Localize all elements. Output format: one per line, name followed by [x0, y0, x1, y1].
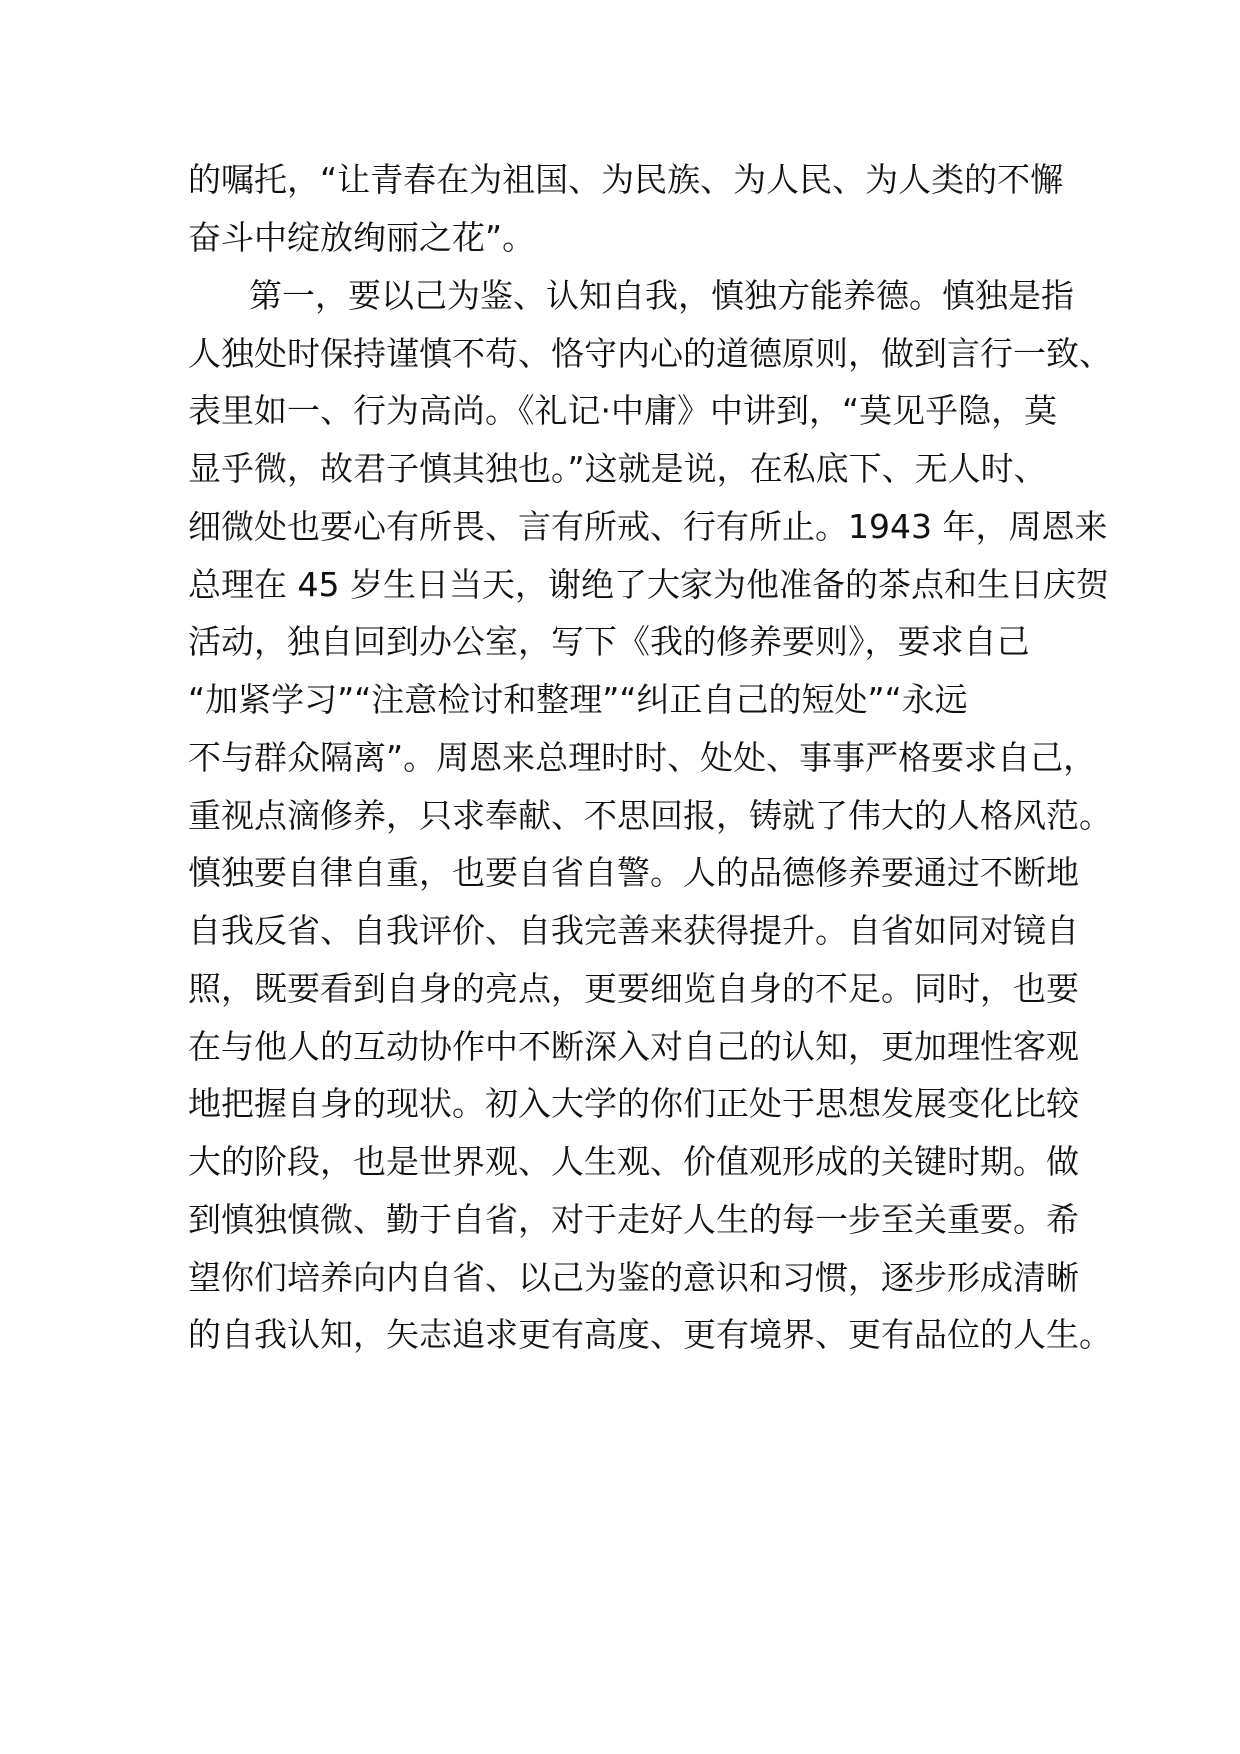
text-line: 总理在 45 岁生日当天，谢绝了大家为他准备的茶点和生日庆贺 — [188, 565, 1109, 604]
text-line: 地把握自身的现状。初入大学的你们正处于思想发展变化比较 — [188, 1084, 1079, 1123]
text-line: 显乎微，故君子慎其独也。”这就是说，在私底下、无人时、 — [188, 449, 1047, 488]
paragraph-first-line: 第一，要以己为鉴、认知自我，慎独方能养德。慎独是指 — [249, 276, 1074, 315]
text-line: 望你们培养向内自省、以己为鉴的意识和习惯，逐步形成清晰 — [188, 1258, 1079, 1297]
text-line: 到慎独慎微、勤于自省，对于走好人生的每一步至关重要。希 — [188, 1200, 1079, 1239]
text-line: 自我反省、自我评价、自我完善来获得提升。自省如同对镜自 — [188, 911, 1079, 950]
text-line: 照，既要看到自身的亮点，更要细览自身的不足。同时，也要 — [188, 969, 1079, 1008]
text-line: “加紧学习”“注意检讨和整理”“纠正自己的短处”“永远 — [188, 680, 968, 719]
text-line: 人独处时保持谨慎不苟、恪守内心的道德原则，做到言行一致、 — [188, 334, 1112, 373]
text-line: 活动，独自回到办公室，写下《我的修养要则》，要求自己 — [188, 622, 1030, 661]
text-line: 慎独要自律自重，也要自省自警。人的品德修养要通过不断地 — [188, 853, 1079, 892]
text-line: 的嘱托，“让青春在为祖国、为民族、为人民、为人类的不懈 — [188, 160, 1064, 199]
text-line: 大的阶段，也是世界观、人生观、价值观形成的关键时期。做 — [188, 1142, 1079, 1181]
text-line: 细微处也要心有所畏、言有所戒、行有所止。1943 年，周恩来 — [188, 507, 1108, 546]
text-line: 在与他人的互动协作中不断深入对自己的认知，更加理性客观 — [188, 1027, 1079, 1066]
text-line: 奋斗中绽放绚丽之花”。 — [188, 218, 536, 257]
text-line: 的自我认知，矢志追求更有高度、更有境界、更有品位的人生。 — [188, 1315, 1112, 1354]
text-line: 重视点滴修养，只求奉献、不思回报，铸就了伟大的人格风范。 — [188, 796, 1112, 835]
text-line: 表里如一、行为高尚。《礼记·中庸》中讲到，“莫见乎隐，莫 — [188, 391, 1058, 430]
text-line: 不与群众隔离”。周恩来总理时时、处处、事事严格要求自己， — [188, 738, 1097, 777]
